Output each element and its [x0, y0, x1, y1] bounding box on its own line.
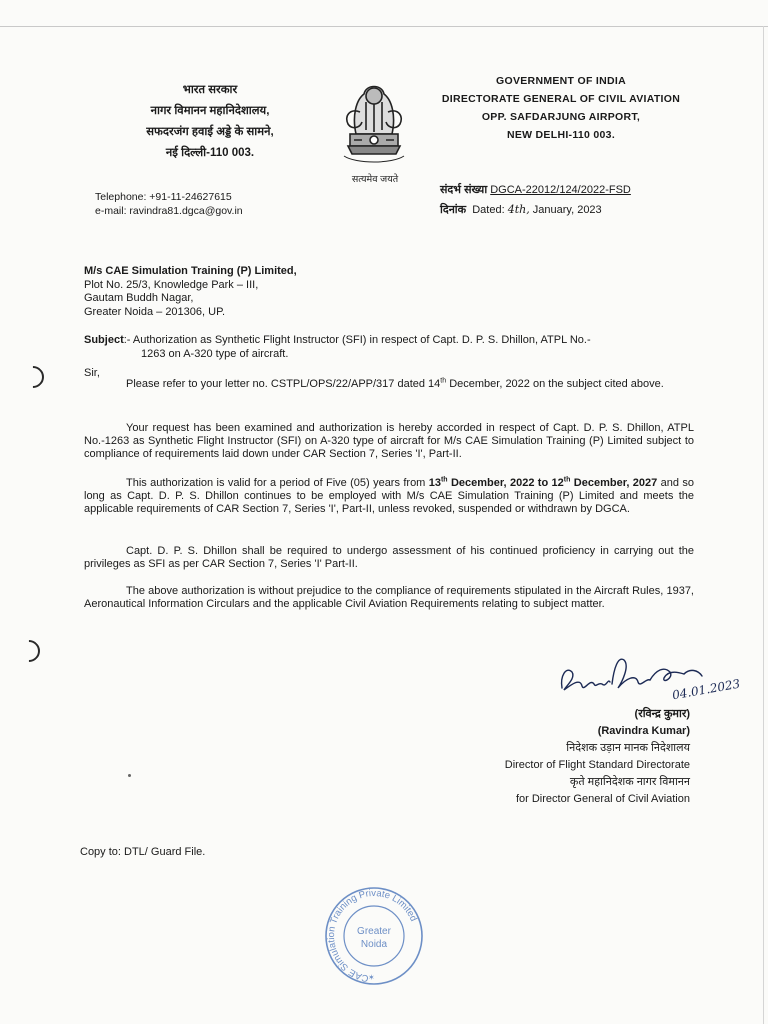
letterhead-english — [425, 72, 697, 144]
p1-sup: th — [440, 377, 447, 385]
signatory-name-hindi: (रविन्द्र कुमार) — [634, 708, 690, 720]
addressee-block — [84, 265, 297, 319]
reference-line — [440, 180, 631, 200]
date-handwritten: 4th, — [507, 203, 530, 216]
scan-speck — [128, 774, 131, 777]
address-line-1: Plot No. 25/3, Knowledge Park – III, — [84, 278, 259, 291]
p3-date-end: December, 2027 — [570, 477, 658, 489]
p1-text-a: Please refer to your letter no. CSTPL/OPS/22/APP/317 dated 14 — [126, 378, 441, 390]
contact-info — [95, 190, 243, 218]
national-emblem-icon — [336, 72, 412, 172]
paragraph-4 — [84, 545, 694, 571]
p2-text: Your request has been examined and authorization is hereby accorded in respect of Capt. D. P. S. Dhillon, ATPL No.-1263 as Synthetic Flight Instructor (SFI) on A-320 type of aircraft for M/s CAE Simulation Training (P) Limited subject to compliance of requirements laid down under CAR Section 7, Series 'I', Part-II. — [84, 422, 694, 460]
paragraph-3 — [84, 477, 694, 516]
handwritten-signature — [552, 648, 742, 708]
emblem-motto: सत्यमेव जयते — [351, 174, 399, 185]
stamp-center-2: Noida — [360, 939, 388, 950]
addressee-company: M/s CAE Simulation Training (P) Limited, — [84, 265, 297, 277]
reference-block — [440, 180, 631, 220]
scan-edge-top — [0, 26, 768, 27]
stamp-center-1: Greater — [357, 926, 391, 937]
p3-text-a: This authorization is valid for a period of Five (05) years from — [126, 477, 429, 489]
letterhead-hindi — [110, 80, 310, 164]
reference-label: संदर्भ संख्या — [440, 184, 488, 196]
signatory-designation: Director of Flight Standard Directorate — [504, 759, 690, 771]
signatory-designation-hindi: निदेशक उड़ान मानक निदेशालय — [566, 742, 690, 754]
scan-edge-right — [763, 26, 764, 1024]
subject-label: Subject — [84, 334, 124, 346]
english-line-3: OPP. SAFDARJUNG AIRPORT, — [481, 111, 641, 123]
subject-line-1: :- Authorization as Synthetic Flight Instructor (SFI) in respect of Capt. D. P. S. Dhillon, ATPL No.- — [123, 334, 591, 346]
date-label: Dated: — [472, 204, 505, 216]
hindi-line-1: भारत सरकार — [182, 84, 238, 96]
salutation: Sir, — [84, 367, 100, 379]
p3-sup-2: th — [563, 476, 571, 484]
stamp-star-icon: ✶ — [368, 973, 375, 982]
signatory-block — [460, 706, 690, 808]
subject-line-2: 1263 on A-320 type of aircraft. — [141, 348, 289, 360]
english-line-2: DIRECTORATE GENERAL OF CIVIL AVIATION — [441, 93, 681, 105]
english-line-1: GOVERNMENT OF INDIA — [496, 75, 626, 87]
p4-text: Capt. D. P. S. Dhillon shall be required to undergo assessment of his continued proficiency in carrying out the privileges as SFI as per CAR Section 7, Series 'I' Part-II. — [84, 545, 694, 570]
email: e-mail: ravindra81.dgca@gov.in — [95, 205, 243, 217]
signatory-name: (Ravindra Kumar) — [597, 725, 690, 737]
hindi-line-3: सफदरजंग हवाई अड्डे के सामने, — [146, 126, 274, 138]
reference-number: DGCA-22012/124/2022-FSD — [490, 184, 631, 196]
date-rest: January, 2023 — [532, 204, 602, 216]
signatory-for: for Director General of Civil Aviation — [515, 793, 690, 805]
company-stamp-icon — [316, 884, 432, 988]
paragraph-2 — [84, 422, 694, 461]
signature-date: 04.01.2023 — [671, 676, 742, 703]
paragraph-1 — [84, 378, 694, 391]
telephone: Telephone: +91-11-24627615 — [95, 191, 232, 203]
subject-block — [84, 333, 694, 361]
punch-hole-1 — [17, 361, 48, 392]
hindi-line-4: नई दिल्ली-110 003. — [165, 147, 255, 159]
hindi-line-2: नागर विमानन महानिदेशालय, — [150, 105, 270, 117]
signatory-for-hindi: कृते महानिदेशक नागर विमानन — [569, 776, 690, 788]
p3-date-start-day: 13 — [428, 477, 441, 489]
p3-sup-1: th — [440, 476, 448, 484]
p1-text-b: December, 2022 on the subject cited above. — [446, 378, 664, 390]
p5-text: The above authorization is without prejudice to the compliance of requirements stipulated in the Aircraft Rules, 1937, Aeronautical Information Circulars and the applicable Civil Aviation Requirements relating to subject matter. — [84, 585, 694, 610]
english-line-4: NEW DELHI-110 003. — [506, 129, 616, 141]
p3-date-mid: December, 2022 to 12 — [447, 477, 564, 489]
stamp-ring-text: CAE Simulation Training Private Limited — [325, 887, 419, 984]
copy-to: Copy to: DTL/ Guard File. — [80, 846, 206, 858]
paragraph-5 — [84, 585, 694, 611]
date-line — [440, 200, 631, 220]
date-label-hindi: दिनांक — [440, 204, 467, 216]
address-line-2: Gautam Buddh Nagar, — [84, 292, 194, 304]
address-line-3: Greater Noida – 201306, UP. — [84, 305, 226, 318]
punch-hole-2 — [13, 635, 44, 666]
p3-text-c: and so long as Capt. D. P. S. Dhillon continues to be employed with M/s CAE Simulation Training (P) Limited and meets the applicable requirements of CAR Section 7, Series 'I', Part-II, unless revoked, suspended or withdrawn by DGCA. — [84, 477, 694, 515]
